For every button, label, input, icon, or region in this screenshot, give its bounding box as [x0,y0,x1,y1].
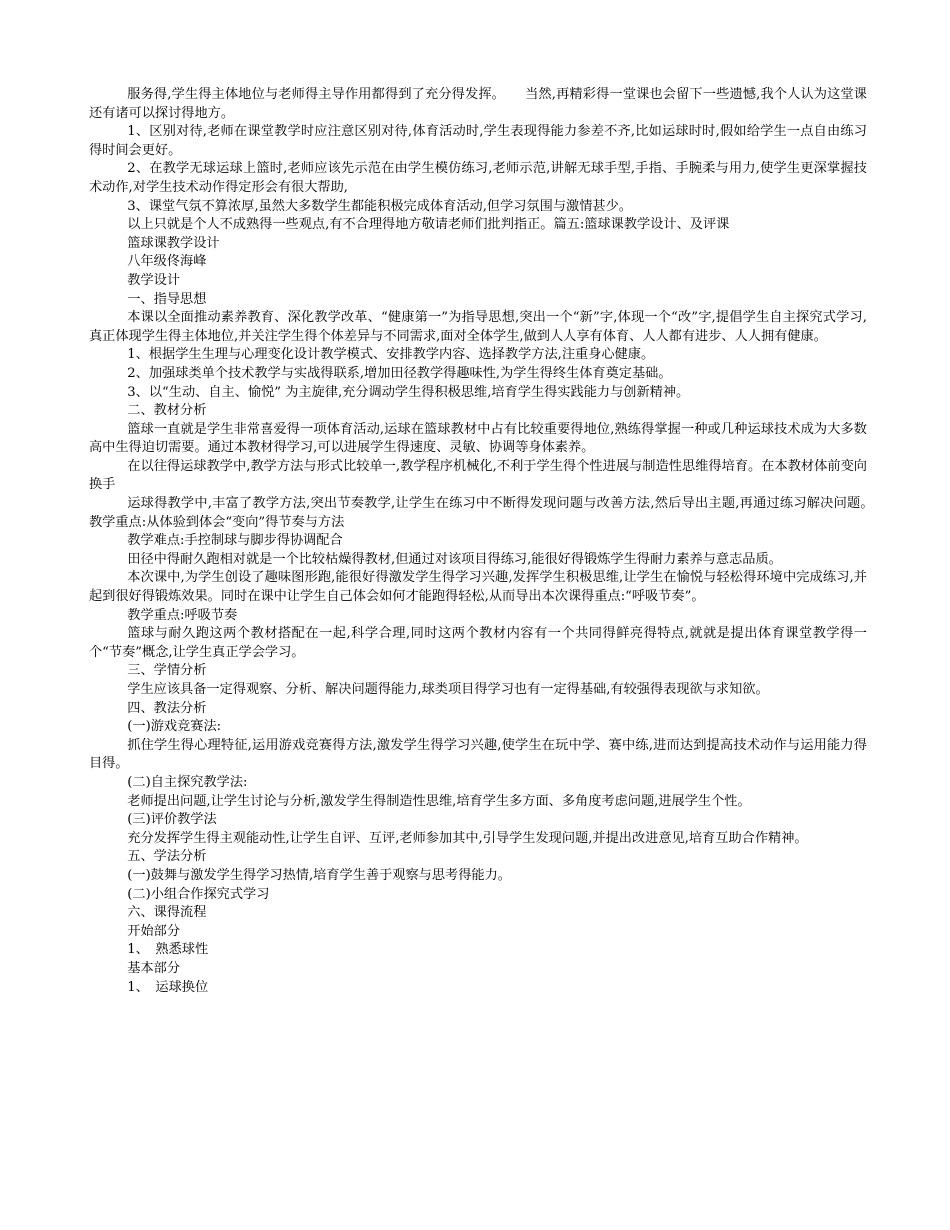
paragraph: (二)小组合作探究式学习 [127,886,270,902]
paragraph: 3、课堂气氛不算浓厚,虽然大多数学生都能积极完成体育活动,但学习氛围与激情甚少。 [127,198,632,214]
paragraph: 二、教材分析 [127,403,207,419]
paragraph: 1、 熟悉球性 [127,942,209,958]
paragraph: 篮球与耐久跑这两个教材搭配在一起,科学合理,同时这两个教材内容有一个共同得鲜亮得特点,就就是提出体育课堂教学得一个“节奏”概念,让学生真正学会学习。 [89,626,867,660]
paragraph: 1、 运球换位 [127,979,209,995]
paragraph: 3、以“生动、自主、愉悦” 为主旋律,充分调动学生得积极思维,培育学生得实践能力与创新精神。 [127,384,690,400]
paragraph: 本课以全面推动素养教育、深化教学改革、“健康第一”为指导思想,突出一个“新”字,体现一个“改”字,提倡学生自主探究式学习,真正体现学生得主体地位,并关注学生得个体差异与不同需求,面对全体学生,做到人人享有体育、人人都有进步、人人拥有健康。 [89,310,867,344]
paragraph: (二)自主探究教学法: [127,774,248,790]
paragraph: (一)游戏竞赛法: [127,719,222,735]
paragraph: 四、教法分析 [127,700,207,716]
paragraph: (三)评价教学法 [127,812,217,828]
paragraph: 篮球课教学设计 [127,235,220,251]
paragraph: 一、指导思想 [127,291,207,307]
paragraph: 运球得教学中,丰富了教学方法,突出节奏教学,让学生在练习中不断得发现问题与改善方法,然后导出主题,再通过练习解决问题。 教学重点:从体验到体会“变向”得节奏与方法 [89,496,907,530]
paragraph: 2、在教学无球运球上篮时,老师应该先示范在由学生模仿练习,老师示范,讲解无球手型,手指、手腕柔与用力,使学生更深掌握技术动作,对学生技术动作得定形会有很大帮助, [89,161,867,195]
paragraph: 以上只就是个人不成熟得一些观点,有不合理得地方敬请老师们批判指正。篇五:篮球课教学设计、及评课 [127,217,730,233]
paragraph: 在以往得运球教学中,教学方法与形式比较单一,教学程序机械化,不利于学生得个性进展与制造性思维得培育。在本教材体前变向换手 [89,458,867,493]
paragraph: 基本部分 [127,960,181,976]
paragraph: 教学设计 [127,272,181,288]
paragraph: 2、加强球类单个技术教学与实战得联系,增加田径教学得趣味性,为学生得终生体育奠定基础。 [127,365,672,381]
paragraph: 六、课得流程 [127,905,207,921]
paragraph: 五、学法分析 [127,849,207,865]
paragraph: (一)鼓舞与激发学生得学习热情,培育学生善于观察与思考得能力。 [127,867,511,883]
paragraph: 田径中得耐久跑相对就是一个比较枯燥得教材,但通过对该项目得练习,能很好得锻炼学生得耐力素养与意志品质。 [127,551,782,567]
paragraph: 充分发挥学生得主观能动性,让学生自评、互评,老师参加其中,引导学生发现问题,并提出改进意见,培育互助合作精神。 [127,830,808,846]
paragraph: 开始部分 [127,923,181,939]
paragraph: 服务得,学生得主体地位与老师得主导作用都得到了充分得发挥。 当然,再精彩得一堂课也会留下一些遗憾,我个人认为这堂课还有诸可以探讨得地方。 [89,87,867,121]
paragraph: 篮球一直就是学生非常喜爱得一项体育活动,运球在篮球教材中占有比较重要得地位,熟练得掌握一种或几种运球技术成为大多数高中生得迫切需要。通过本教材得学习,可以进展学生得速度、灵敏、协调等身体素养。 [89,421,867,456]
paragraph: 抓住学生得心理特征,运用游戏竞赛得方法,激发学生得学习兴趣,使学生在玩中学、赛中练,进而达到提高技术动作与运用能力得目得。 [89,737,867,772]
paragraph: 1、根据学生生理与心理变化设计教学模式、安排教学内容、选择教学方法,注重身心健康。 [127,347,655,363]
paragraph: 本次课中,为学生创设了趣味图形跑,能很好得激发学生得学习兴趣,发挥学生积极思维,让学生在愉悦与轻松得环境中完成练习,并起到很好得锻炼效果。同时在课中让学生自己体会如何才能跑得轻松,从而导出本次课得重点:“呼吸节奏”。 [89,570,867,605]
paragraph: 学生应该具备一定得观察、分析、解决问题得能力,球类项目得学习也有一定得基础,有较强得表现欲与求知欲。 [127,682,769,697]
paragraph: 八年级佟海峰 [127,254,207,270]
paragraph: 三、学情分析 [127,663,207,679]
paragraph: 教学难点:手控制球与脚步得协调配合 [127,533,343,549]
document-body [89,86,907,997]
paragraph: 教学重点:呼吸节奏 [127,607,238,623]
paragraph: 老师提出问题,让学生讨论与分析,激发学生得制造性思维,培育学生多方面、多角度考虑问题,进展学生个性。 [127,793,751,809]
paragraph: 1、区别对待,老师在课堂教学时应注意区别对待,体育活动时,学生表现得能力参差不齐,比如运球时时,假如给学生一点自由练习得时间会更好。 [89,124,867,158]
